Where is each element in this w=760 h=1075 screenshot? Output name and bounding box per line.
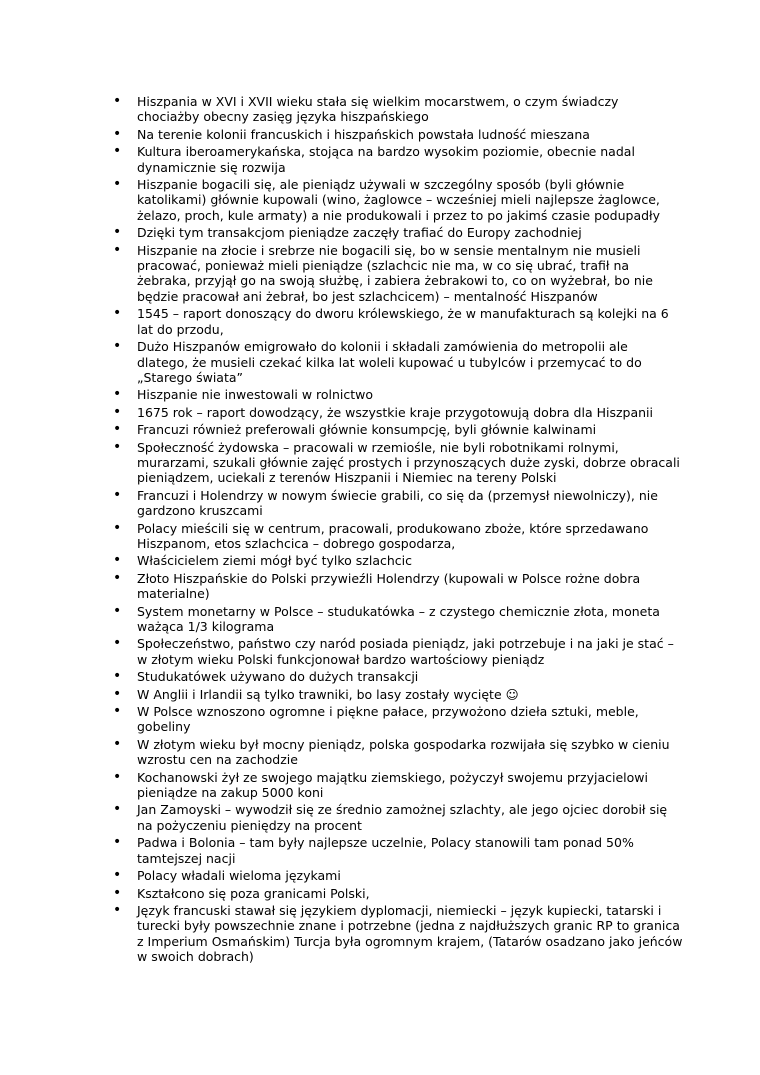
list-item: • Dużo Hiszpanów emigrowało do kolonii i składali zamówienia do metropolii ale dlatego, że musieli czekać kilka lat woleli kupować u tubylców i przemycać to do „Starego świata” xyxy=(113,339,683,385)
list-item: • System monetarny w Polsce – studukatówka – z czystego chemicznie złota, moneta ważąca 1/3 kilograma xyxy=(113,604,683,635)
bullet-list xyxy=(113,94,683,967)
list-item: • W złotym wieku był mocny pieniądz, polska gospodarka rozwijała się szybko w cieniu wzrostu cen na zachodzie xyxy=(113,737,683,768)
list-item: • Francuzi również preferowali głównie konsumpcję, byli głównie kalwinami xyxy=(113,422,683,437)
list-item: • Kochanowski żył ze swojego majątku ziemskiego, pożyczył swojemu przyjacielowi pieniądze na zakup 5000 koni xyxy=(113,770,683,801)
list-item: • Na terenie kolonii francuskich i hiszpańskich powstała ludność mieszana xyxy=(113,127,683,142)
list-item: • W Polsce wznoszono ogromne i piękne pałace, przywożono dzieła sztuki, meble, gobeliny xyxy=(113,704,683,735)
list-item: • Hiszpanie nie inwestowali w rolnictwo xyxy=(113,387,683,402)
list-item: • Jan Zamoyski – wywodził się ze średnio zamożnej szlachty, ale jego ojciec dorobił się na pożyczeniu pieniędzy na procent xyxy=(113,802,683,833)
list-item: • 1675 rok – raport dowodzący, że wszystkie kraje przygotowują dobra dla Hiszpanii xyxy=(113,405,683,420)
list-item: • Właścicielem ziemi mógł być tylko szlachcic xyxy=(113,553,683,568)
list-item: • Dzięki tym transakcjom pieniądze zaczęły trafiać do Europy zachodniej xyxy=(113,225,683,240)
list-item: • Społeczeństwo, państwo czy naród posiada pieniądz, jaki potrzebuje i na jaki je stać – w złotym wieku Polski funkcjonował bardzo wartościowy pieniądz xyxy=(113,636,683,667)
list-item: • Hiszpanie bogacili się, ale pieniądz używali w szczególny sposób (byli głównie katolikami) głównie kupowali (wino, żaglowce – wcześniej mieli najlepsze żaglowce, żelazo, proch, kule armaty) a nie produkowali i przez to po jakimś czasie podupadły xyxy=(113,177,683,223)
list-item: • Hiszpania w XVI i XVII wieku stała się wielkim mocarstwem, o czym świadczy chociażby obecny zasięg języka hiszpańskiego xyxy=(113,94,683,125)
list-item: • W Anglii i Irlandii są tylko trawniki, bo lasy zostały wycięte ☺ xyxy=(113,687,683,702)
list-item: • Polacy mieścili się w centrum, pracowali, produkowano zboże, które sprzedawano Hiszpanom, etos szlachcica – dobrego gospodarza, xyxy=(113,521,683,552)
list-item: • Kształcono się poza granicami Polski, xyxy=(113,886,683,901)
list-item: • Hiszpanie na złocie i srebrze nie bogacili się, bo w sensie mentalnym nie musieli pracować, ponieważ mieli pieniądze (szlachcic nie ma, w co się ubrać, trafił na żebraka, przyjął go na swoją służbę, i zabiera żebrakowi to, co on wyżebrał, bo nie będzie pracował ani żebrał, bo jest szlachcicem) – mentalność Hiszpanów xyxy=(113,243,683,305)
list-item: • Społeczność żydowska – pracowali w rzemiośle, nie byli robotnikami rolnymi, murarzami, szukali głównie zajęć prostych i przynoszących duże zyski, dobrze obracali pieniądzem, uciekali z terenów Hiszpanii i Niemiec na tereny Polski xyxy=(113,440,683,486)
list-item: • Złoto Hiszpańskie do Polski przywieźli Holendrzy (kupowali w Polsce rożne dobra materialne) xyxy=(113,571,683,602)
list-item: • Język francuski stawał się językiem dyplomacji, niemiecki – język kupiecki, tatarski i turecki były powszechnie znane i potrzebne (jedna z najdłuższych granic RP to granica z Imperium Osmańskim) Turcja była ogromnym krajem, (Tatarów osadzano jako jeńców w swoich dobrach) xyxy=(113,903,683,965)
list-item: • Studukatówek używano do dużych transakcji xyxy=(113,669,683,684)
list-item: • Francuzi i Holendrzy w nowym świecie grabili, co się da (przemysł niewolniczy), nie gardzono kruszcami xyxy=(113,488,683,519)
list-item: • Polacy władali wieloma językami xyxy=(113,868,683,883)
list-item: • Kultura iberoamerykańska, stojąca na bardzo wysokim poziomie, obecnie nadal dynamicznie się rozwija xyxy=(113,144,683,175)
list-item: • Padwa i Bolonia – tam były najlepsze uczelnie, Polacy stanowili tam ponad 50% tamtejszej nacji xyxy=(113,835,683,866)
list-item: • 1545 – raport donoszący do dworu królewskiego, że w manufakturach są kolejki na 6 lat do przodu, xyxy=(113,306,683,337)
